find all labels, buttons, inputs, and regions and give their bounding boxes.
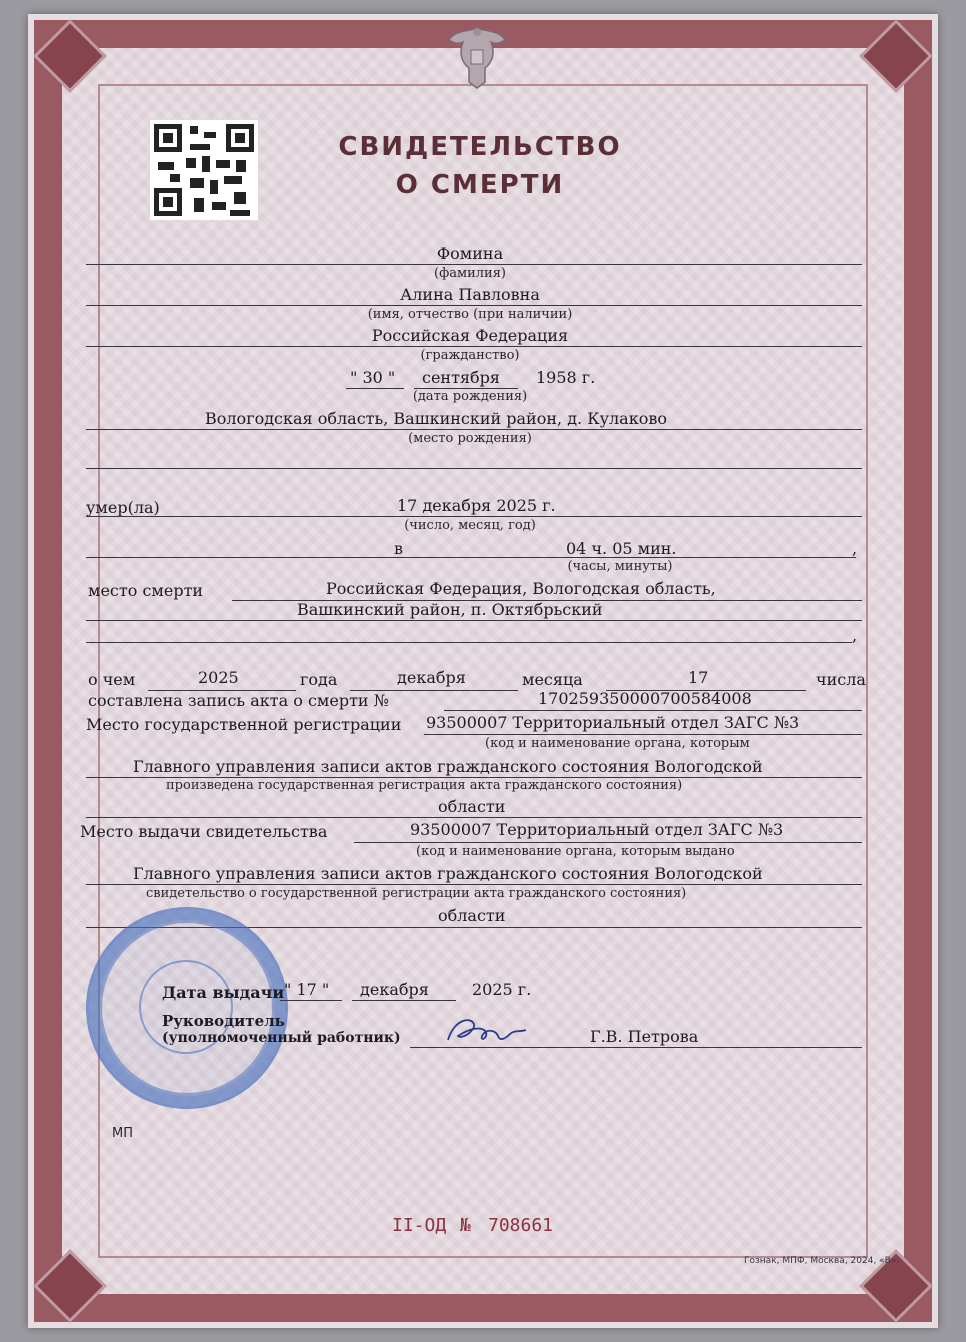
given-name-line (86, 305, 862, 306)
record-number-line (444, 710, 862, 711)
time-in-label: в (394, 539, 404, 558)
died-label: умер(ла) (86, 498, 160, 517)
death-place-value-line2: Вашкинский район, п. Октябрьский (297, 600, 603, 619)
record-year-value: 2025 (198, 668, 239, 687)
death-place-line2 (86, 620, 862, 621)
mp-mark: МП (112, 1126, 133, 1141)
head-name-value: Г.В. Петрова (590, 1027, 699, 1046)
surname-caption: (фамилия) (434, 266, 506, 281)
series-value: II-ОД (392, 1215, 447, 1236)
registration-place-label: Место государственной регистрации (86, 715, 402, 734)
issue-date-label: Дата выдачи (162, 983, 285, 1002)
qr-code (150, 120, 258, 220)
head-label-line2: (уполномоченный работник) (162, 1030, 401, 1046)
record-o-chem-label: о чем (88, 670, 136, 689)
issue-place-line (354, 842, 862, 843)
citizenship-caption: (гражданство) (420, 348, 520, 363)
death-place-comma: , (852, 626, 858, 645)
death-date-value: 17 декабря 2025 г. (397, 496, 556, 515)
registration-caption1: (код и наименование органа, которым (485, 736, 750, 751)
death-date-caption: (число, месяц, год) (404, 518, 536, 533)
surname-value: Фомина (436, 244, 504, 263)
issue-value-line3: области (438, 906, 506, 925)
death-time-value: 04 ч. 05 мин. (566, 539, 677, 558)
record-day-value: 17 (688, 668, 709, 687)
issue-day-value: " 17 " (284, 980, 330, 999)
birth-date-caption: (дата рождения) (412, 389, 528, 404)
birth-day-value: " 30 " (350, 368, 396, 387)
coat-of-arms-icon (445, 22, 509, 92)
registration-place-value: 93500007 Территориальный отдел ЗАГС №3 (426, 713, 800, 732)
serial-number: 708661 (488, 1215, 554, 1236)
registration-line3 (86, 817, 862, 818)
printer-imprint: Гознак, МПФ, Москва, 2024, «В». (744, 1256, 900, 1266)
birth-place-caption: (место рождения) (408, 431, 532, 446)
birth-year-value: 1958 г. (536, 368, 596, 387)
issue-caption2: свидетельство о государственной регистрации акта гражданского состояния) (146, 886, 687, 901)
blank-line-1 (86, 468, 862, 469)
head-signature-line (410, 1047, 862, 1048)
issue-place-label: Место выдачи свидетельства (80, 822, 328, 841)
issue-month-line (352, 1000, 456, 1001)
record-day-label: числа (816, 670, 866, 689)
blank-line-2 (86, 642, 852, 643)
registration-caption2: произведена государственная регистрация акта гражданского состояния) (166, 778, 683, 793)
birth-place-value: Вологодская область, Вашкинский район, д. Кулаково (205, 409, 667, 428)
birth-place-line (86, 429, 862, 430)
head-label-line1: Руководитель (162, 1012, 285, 1030)
registration-place-line (424, 734, 862, 735)
issue-month-value: декабря (360, 980, 429, 999)
birth-month-value: сентября (422, 368, 501, 387)
issue-line2 (86, 884, 862, 885)
death-time-caption: (часы, минуты) (567, 559, 673, 574)
death-time-comma: , (852, 539, 858, 558)
citizenship-value: Российская Федерация (371, 326, 569, 345)
record-month-value: декабря (397, 668, 466, 687)
citizenship-line (86, 346, 862, 347)
number-sign: № (460, 1215, 471, 1236)
issue-day-line (280, 1000, 342, 1001)
document-title-line1: СВИДЕТЕЛЬСТВО (338, 132, 622, 162)
given-name-caption: (имя, отчество (при наличии) (367, 307, 573, 322)
death-place-value-line1: Российская Федерация, Вологодская область, (326, 579, 716, 598)
registration-value-line2: Главного управления записи актов гражданского состояния Вологодской (133, 757, 763, 776)
death-place-label: место смерти (88, 581, 204, 600)
document-title-line2: О СМЕРТИ (395, 170, 565, 200)
death-date-line (86, 516, 862, 517)
issue-place-value: 93500007 Территориальный отдел ЗАГС №3 (410, 820, 784, 839)
issue-caption1: (код и наименование органа, которым выдано (416, 844, 735, 859)
record-number-label: составлена запись акта о смерти № (88, 691, 389, 710)
official-stamp (86, 907, 288, 1109)
surname-line (86, 264, 862, 265)
record-month-label: месяца (522, 670, 583, 689)
death-time-line (86, 557, 856, 558)
issue-year-value: 2025 г. (472, 980, 532, 999)
record-year-label: года (300, 670, 338, 689)
given-name-value: Алина Павловна (400, 285, 540, 304)
record-number-value: 170259350000700584008 (538, 689, 752, 708)
registration-value-line3: области (438, 797, 506, 816)
issue-value-line2: Главного управления записи актов гражданского состояния Вологодской (133, 864, 763, 883)
